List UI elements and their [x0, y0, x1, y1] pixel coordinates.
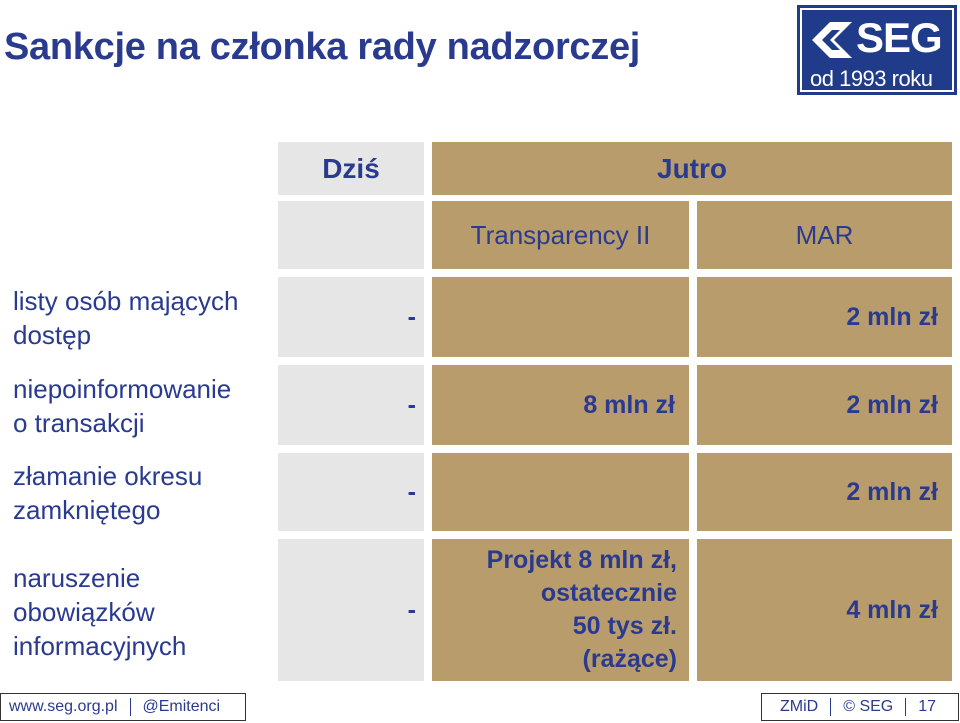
- row4-mar: 4 mln zł: [697, 539, 952, 681]
- logo-subtitle: od 1993 roku: [810, 66, 933, 91]
- slide-title: Sankcje na członka rady nadzorczej: [4, 26, 641, 68]
- row4-today: -: [278, 539, 424, 681]
- seg-logo-icon: [810, 20, 854, 60]
- footer-separator: [130, 698, 131, 716]
- subheader-mar: MAR: [697, 201, 952, 269]
- row-label-closed-period: złamanie okresu zamkniętego: [13, 461, 203, 525]
- footer-separator: [830, 698, 831, 716]
- row1-transparency: [432, 277, 689, 357]
- seg-logo: [797, 5, 957, 95]
- subheader-today-empty: [278, 201, 424, 269]
- row3-transparency: [432, 453, 689, 531]
- footer-left: [0, 693, 246, 721]
- row1-mar: 2 mln zł: [697, 277, 952, 357]
- row4-transparency: Projekt 8 mln zł, ostatecznie 50 tys zł. (rażące): [432, 539, 689, 681]
- row-label-transaction-notice: niepoinformowanie o transakcji: [13, 374, 232, 438]
- footer-page-number: 17: [918, 698, 937, 715]
- row3-mar: 2 mln zł: [697, 453, 952, 531]
- footer-copyright: © SEG: [843, 698, 894, 715]
- row3-today: -: [278, 453, 424, 531]
- subheader-transparency: Transparency II: [432, 201, 689, 269]
- row-label-access-lists: listy osób mających dostęp: [13, 286, 239, 350]
- footer-org: ZMiD: [780, 698, 819, 715]
- row2-transparency: 8 mln zł: [432, 365, 689, 445]
- row2-today: -: [278, 365, 424, 445]
- header-today: Dziś: [278, 142, 424, 195]
- row2-mar: 2 mln zł: [697, 365, 952, 445]
- footer-right: [761, 693, 959, 721]
- logo-name: SEG: [856, 14, 942, 61]
- header-tomorrow: Jutro: [432, 142, 952, 195]
- row-label-disclosure-duties: naruszenie obowiązków informacyjnych: [13, 563, 187, 661]
- footer-website-link[interactable]: www.seg.org.pl: [9, 698, 118, 715]
- row1-today: -: [278, 277, 424, 357]
- footer-handle[interactable]: @Emitenci: [142, 698, 221, 715]
- footer-separator: [905, 698, 906, 716]
